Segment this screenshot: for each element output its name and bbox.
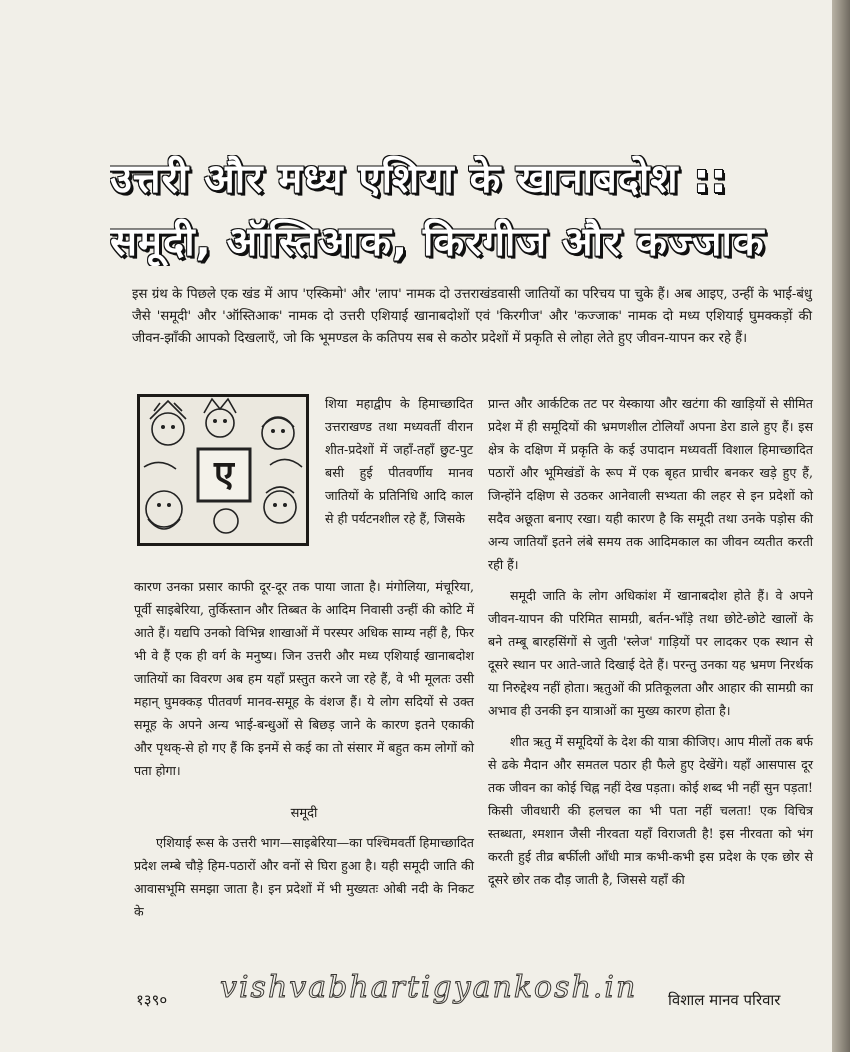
- book-title-footer: विशाल मानव परिवार: [668, 991, 781, 1009]
- initial-letter: ए: [214, 454, 234, 495]
- text-beside-initial: शिया महाद्वीप के हिमाच्छादित उत्तराखण्ड तथा मध्यवर्ती वीरान शीत-प्रदेशों में जहाँ-तहाँ छुट-पुट बसी हुई पीतवर्णीय मानव जातियों के प्रतिनिधि आदि काल से ही पर्यटनशील रहे हैं, जिसके: [325, 396, 473, 526]
- book-spine-edge: [832, 0, 850, 1052]
- decorative-initial-illustration: [137, 394, 309, 546]
- chapter-title-line-2: समूदी, ऑस्तिआक, किरगीज और कज्जाक: [110, 219, 765, 265]
- section-heading-samudi: समूदी: [290, 806, 318, 821]
- column-1-paragraph-2: एशियाई रूस के उत्तरी भाग—साइबेरिया—का पश्चिमवर्ती हिमाच्छादित प्रदेश लम्बे चौड़े हिम-पठारों और वनों से घिरा हुआ है। यही समूदी जाति की आवासभूमि समझा जाता है। इन प्रदेशों में भी मुख्यतः ओबी नदी के निकट के: [134, 835, 474, 919]
- column-2-paragraph-3: शीत ऋतु में समूदियों के देश की यात्रा कीजिए। आप मीलों तक बर्फ से ढके मैदान और समतल पठार ही फैले हुए देखेंगे। यहाँ आसपास दूर तक जीवन का कोई चिह्न नहीं देख पड़ता। कोई शब्द भी नहीं सुन पड़ता! किसी जीवधारी की हलचल का भी पता नहीं चलता! एक विचित्र स्तब्धता, श्मशान जैसी नीरवता यहाँ विराजती है! इस नीरवता को भंग करती हुई तीव्र बर्फीली आँधी मात्र कभी-कभी इस प्रदेश के एक छोर से दूसरे छोर तक दौड़ जाती है, जिससे यहाँ की: [488, 734, 813, 887]
- column-1: [134, 575, 474, 923]
- intro-paragraph: इस ग्रंथ के पिछले एक खंड में आप 'एस्किमो' और 'लाप' नामक दो उत्तराखंडवासी जातियों का परिचय पा चुके हैं। अब आइए, उन्हीं के भाई-बंधु जैसे 'समूदी' और 'ऑस्तिआक' नामक दो उत्तरी एशियाई खानाबदोशों एवं 'किरगीज' और 'कज्जाक' नामक दो मध्य एशियाई घुमक्कड़ों की जीवन-झाँकी आपको दिखलाएँ, जो कि भूमण्डल के कतिपय सब से कठोर प्रदेशों में प्रकृति से लोहा लेते हुए जीवन-यापन कर रहे हैं।: [132, 287, 812, 346]
- column-2-paragraph-2: समूदी जाति के लोग अधिकांश में खानाबदोश होते हैं। वे अपने जीवन-यापन की परिमित सामग्री, बर्तन-भाँड़े तथा छोटे-छोटे खालों के बने तम्बू बारहसिंगों से जुती 'स्लेज' गाड़ियों पर लादकर एक स्थान से दूसरे स्थान पर आते-जाते दिखाई देते हैं। परन्तु उनका यह भ्रमण निरर्थक या निरुद्देश्य नहीं होता। ऋतुओं की प्रतिकूलता और आहार की सामग्री का अभाव ही उनकी इन यात्राओं का मुख्य कारण होता है।: [488, 588, 813, 718]
- page-number: १३९०: [136, 991, 168, 1009]
- column-1-paragraph-1: कारण उनका प्रसार काफी दूर-दूर तक पाया जाता है। मंगोलिया, मंचूरिया, पूर्वी साइबेरिया, तुर्किस्तान और तिब्बत के आदिम निवासी उन्हीं की कोटि में आते हैं। यद्यपि उनको विभिन्न शाखाओं में परस्पर अधिक साम्य नहीं है, फिर भी वे हैं एक ही वर्ग के मनुष्य। जिन उत्तरी और मध्य एशियाई खानाबदोश जातियों का विवरण अब हम यहाँ प्रस्तुत करने जा रहे हैं, वे भी मूलतः उसी महान् घुमक्कड़ पीतवर्ण मानव-समूह के वंशज हैं। ये लोग सदियों से उक्त समूह के अपने अन्य भाई-बन्धुओं से बिछड़ जाने के कारण इतने एकाकी और पृथक्-से हो गए हैं कि इनमें से कई का तो संसार में बहुत कम लोगों को पता होगा।: [134, 579, 474, 778]
- site-watermark: vishvabhartigyankosh.in: [220, 970, 638, 1005]
- chapter-title-line-1: उत्तरी और मध्य एशिया के खानाबदोश ::: [110, 156, 728, 202]
- column-2: [488, 392, 813, 891]
- column-2-paragraph-1: प्रान्त और आर्कटिक तट पर येस्काया और खटंगा की खाड़ियों से सीमित प्रदेश में ही समूदियों की भ्रमणशील टोलियाँ अपना डेरा डाले हुए हैं। इस क्षेत्र के दक्षिण में प्रकृति के कई उपादान मध्यवर्ती विशाल हिमाच्छादित पठारों और भूमिखंडों के रूप में एक बृहत प्राचीर बनकर खड़े हुए हैं, जिन्होंने दक्षिण से उठकर आनेवाली सभ्यता की लहर से इन प्रदेशों को सदैव अछूता बनाए रखा। यही कारण है कि समूदी तथा उनके पड़ोस की अन्य जातियाँ इतने लंबे समय तक आदिमकाल का जीवन व्यतीत करती रही हैं।: [488, 396, 813, 572]
- column-1-beside-initial: [325, 392, 473, 530]
